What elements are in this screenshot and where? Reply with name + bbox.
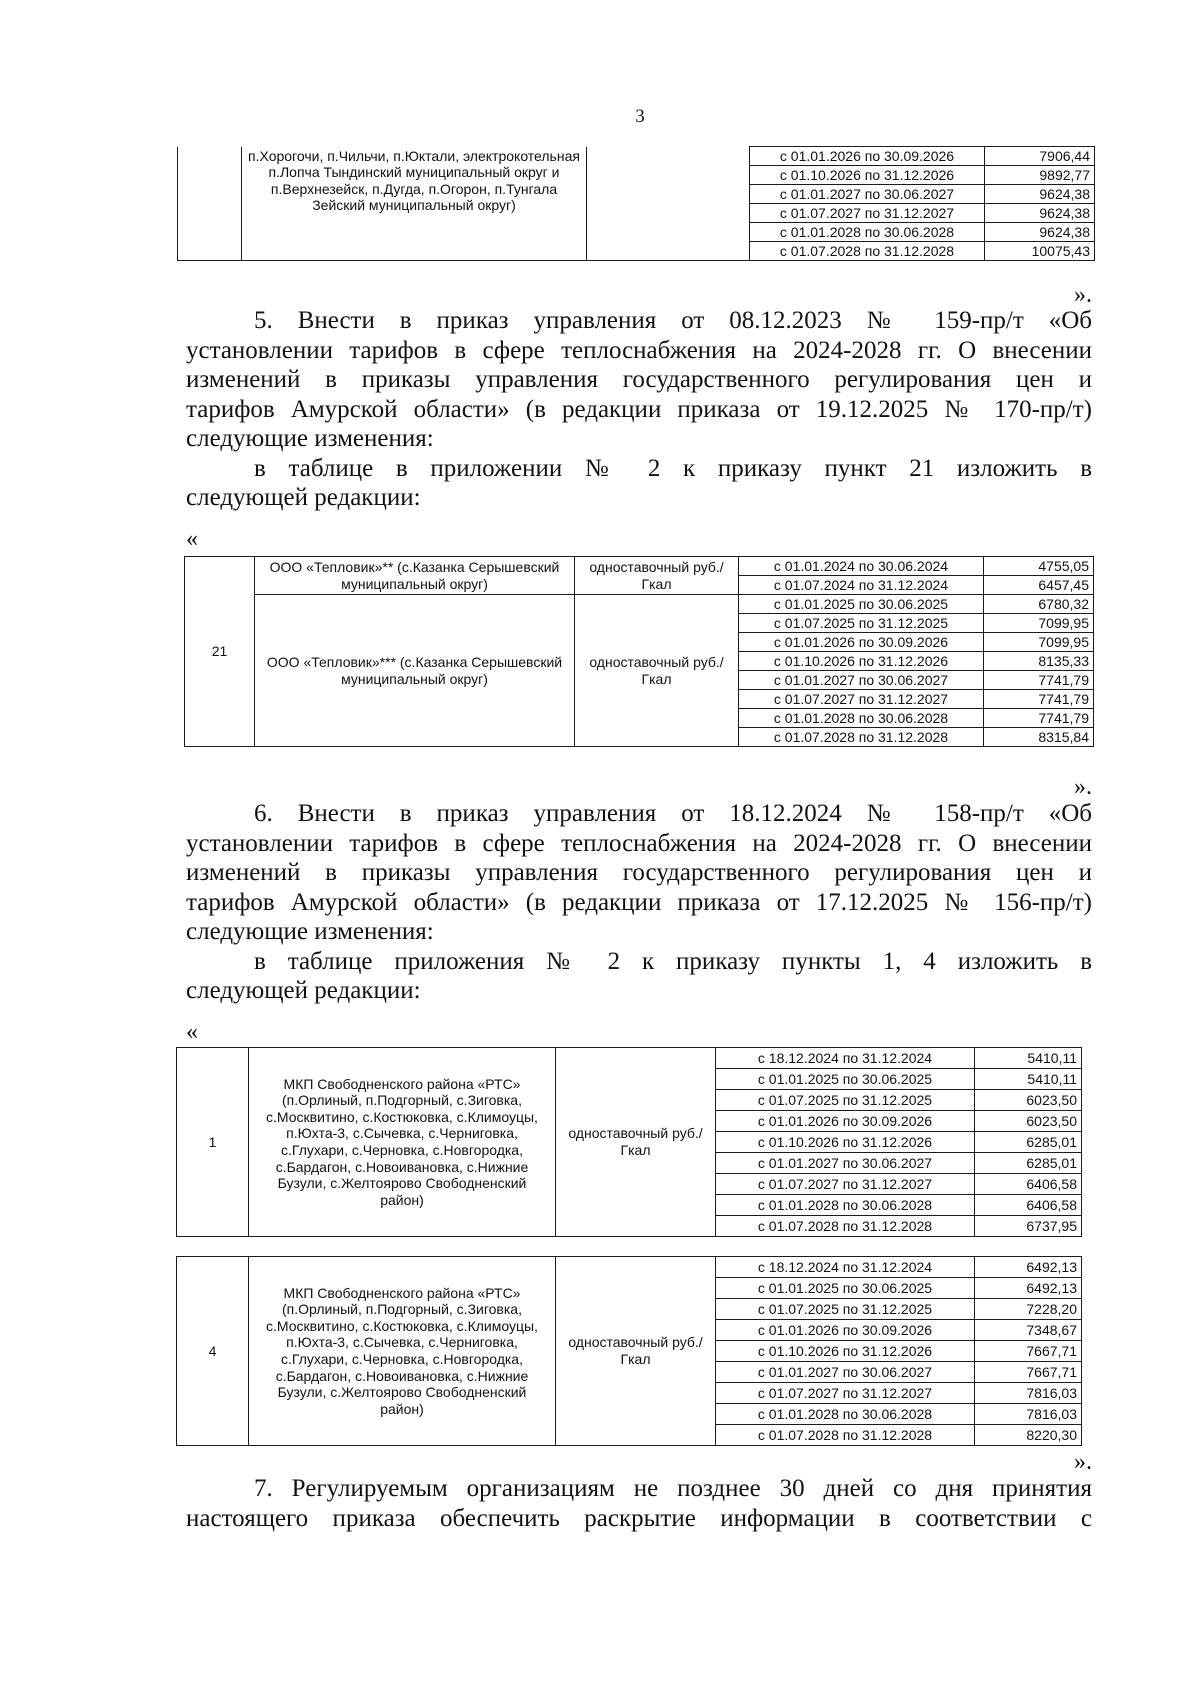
section-5-line: следующей редакции: xyxy=(186,484,421,511)
period-cell: с 01.10.2026 по 31.12.2026 xyxy=(750,166,985,185)
period-cell: с 01.10.2026 по 31.12.2026 xyxy=(716,1132,975,1153)
period-cell: с 01.01.2028 по 30.06.2028 xyxy=(739,709,984,728)
section-7-line: 7. Регулируемым организациям не позднее 30 дней со дня принятия xyxy=(254,1475,1092,1502)
tariff-type-cell: одноставочный руб./Гкал xyxy=(575,595,739,747)
value-cell: 7348,67 xyxy=(975,1320,1082,1341)
period-cell: с 01.01.2024 по 30.06.2024 xyxy=(739,557,984,576)
tariff-type-cell xyxy=(587,147,750,261)
section-5-line: изменений в приказы управления государственного регулирования цен и xyxy=(186,366,1092,393)
period-cell: с 01.07.2024 по 31.12.2024 xyxy=(739,576,984,595)
period-cell: с 01.01.2028 по 30.06.2028 xyxy=(716,1195,975,1216)
value-cell: 7816,03 xyxy=(975,1383,1082,1404)
value-cell: 7816,03 xyxy=(975,1404,1082,1425)
value-cell: 6492,13 xyxy=(975,1278,1082,1299)
organization-cell: п.Хорогочи, п.Чильчи, п.Юктали, электрокотельная п.Лопча Тындинский муниципальный округ и п.Верхнезейск, п.Дугда, п.Огорон, п.Тунгала Зейский муниципальный округ) xyxy=(242,147,587,261)
value-cell: 5410,11 xyxy=(975,1069,1082,1090)
value-cell: 6285,01 xyxy=(975,1132,1082,1153)
value-cell: 6780,32 xyxy=(984,595,1094,614)
period-cell: с 01.10.2026 по 31.12.2026 xyxy=(739,652,984,671)
period-cell: с 01.07.2027 по 31.12.2027 xyxy=(716,1383,975,1404)
section-5-line: следующие изменения: xyxy=(186,425,434,452)
value-cell: 6406,58 xyxy=(975,1195,1082,1216)
tariff-table-item-21 xyxy=(184,556,1094,747)
period-cell: с 01.01.2026 по 30.09.2026 xyxy=(750,147,985,166)
value-cell: 6023,50 xyxy=(975,1111,1082,1132)
period-cell: с 01.01.2028 по 30.06.2028 xyxy=(750,223,985,242)
period-cell: с 01.01.2026 по 30.09.2026 xyxy=(716,1111,975,1132)
value-cell: 7099,95 xyxy=(984,633,1094,652)
tariff-table-item-4 xyxy=(176,1256,1082,1446)
section-6-line: в таблице приложения № 2 к приказу пункты 1, 4 изложить в xyxy=(254,947,1092,975)
tariff-table-item-1 xyxy=(176,1047,1082,1237)
organization-cell: МКП Свободненского района «РТС» (п.Орлиный, п.Подгорный, с.Зиговка, с.Москвитино, с.Костюковка, с.Климоуцы, п.Юхта-3, с.Сычевка, с.Черниговка, с.Глухари, с.Черновка, с.Новгородка, с.Бардагон, с.Новоивановка, с.Нижние Бузули, с.Желтоярово Свободненский район) xyxy=(249,1257,556,1446)
value-cell: 6492,13 xyxy=(975,1257,1082,1278)
tariff-type-cell: одноставочный руб./Гкал xyxy=(575,557,739,595)
tariff-table-continued xyxy=(177,146,1095,261)
value-cell: 6457,45 xyxy=(984,576,1094,595)
table1-body xyxy=(185,557,1094,747)
value-cell: 8315,84 xyxy=(984,728,1094,747)
open-quote: « xyxy=(186,526,198,552)
section-6-line: следующие изменения: xyxy=(186,918,434,945)
period-cell: с 01.07.2025 по 31.12.2025 xyxy=(716,1299,975,1320)
section-7-paragraph xyxy=(186,1474,1092,1533)
value-cell: 9624,38 xyxy=(985,223,1095,242)
value-cell: 6023,50 xyxy=(975,1090,1082,1111)
period-cell: с 01.01.2027 по 30.06.2027 xyxy=(739,671,984,690)
table3-body xyxy=(177,1257,1082,1446)
value-cell: 9892,77 xyxy=(985,166,1095,185)
period-cell: с 01.07.2028 по 31.12.2028 xyxy=(750,242,985,261)
organization-cell: ООО «Тепловик»*** (с.Казанка Серышевский муниципальный округ) xyxy=(255,595,575,747)
section-5-line: в таблице в приложении № 2 к приказу пункт 21 изложить в xyxy=(254,454,1092,482)
value-cell: 7667,71 xyxy=(975,1362,1082,1383)
section-7-line: настоящего приказа обеспечить раскрытие информации в соответствии с xyxy=(186,1504,1092,1532)
period-cell: с 01.07.2028 по 31.12.2028 xyxy=(716,1216,975,1237)
value-cell: 6406,58 xyxy=(975,1174,1082,1195)
period-cell: с 01.01.2026 по 30.09.2026 xyxy=(716,1320,975,1341)
value-cell: 9624,38 xyxy=(985,185,1095,204)
section-6-paragraph xyxy=(186,799,1092,1006)
period-cell: с 01.01.2027 по 30.06.2027 xyxy=(716,1153,975,1174)
period-cell: с 01.07.2027 по 31.12.2027 xyxy=(750,204,985,223)
value-cell: 7667,71 xyxy=(975,1341,1082,1362)
open-quote: « xyxy=(186,1019,198,1045)
period-cell: с 01.01.2025 по 30.06.2025 xyxy=(739,595,984,614)
organization-cell: ООО «Тепловик»** (с.Казанка Серышевский муниципальный округ) xyxy=(255,557,575,595)
section-5-line: установлении тарифов в сфере теплоснабжения на 2024-2028 гг. О внесении xyxy=(186,336,1092,364)
period-cell: с 01.01.2025 по 30.06.2025 xyxy=(716,1278,975,1299)
period-cell: с 01.07.2025 по 31.12.2025 xyxy=(739,614,984,633)
period-cell: с 01.07.2028 по 31.12.2028 xyxy=(739,728,984,747)
row-number-cell: 4 xyxy=(177,1257,249,1446)
value-cell: 6737,95 xyxy=(975,1216,1082,1237)
value-cell: 6285,01 xyxy=(975,1153,1082,1174)
value-cell: 7741,79 xyxy=(984,709,1094,728)
value-cell: 7741,79 xyxy=(984,690,1094,709)
period-cell: с 01.10.2026 по 31.12.2026 xyxy=(716,1341,975,1362)
row-number-cell: 1 xyxy=(177,1048,249,1237)
value-cell: 7741,79 xyxy=(984,671,1094,690)
close-quote: ». xyxy=(1074,1449,1092,1475)
section-6-line: следующей редакции: xyxy=(186,977,421,1004)
value-cell: 7099,95 xyxy=(984,614,1094,633)
period-cell: с 18.12.2024 по 31.12.2024 xyxy=(716,1257,975,1278)
value-cell: 8220,30 xyxy=(975,1425,1082,1446)
period-cell: с 01.07.2028 по 31.12.2028 xyxy=(716,1425,975,1446)
period-cell: с 01.01.2026 по 30.09.2026 xyxy=(739,633,984,652)
section-5-paragraph xyxy=(186,306,1092,513)
period-cell: с 01.07.2025 по 31.12.2025 xyxy=(716,1090,975,1111)
value-cell: 9624,38 xyxy=(985,204,1095,223)
close-quote: ». xyxy=(1074,774,1092,800)
section-6-line: 6. Внести в приказ управления от 18.12.2024 № 158-пр/т «Об xyxy=(254,800,1092,827)
period-cell: с 01.01.2025 по 30.06.2025 xyxy=(716,1069,975,1090)
table0-body xyxy=(178,147,1095,261)
period-cell: с 01.07.2027 по 31.12.2027 xyxy=(716,1174,975,1195)
section-5-line: тарифов Амурской области» (в редакции приказа от 19.12.2025 № 170-пр/т) xyxy=(186,395,1092,423)
value-cell: 10075,43 xyxy=(985,242,1095,261)
page-number: 3 xyxy=(635,106,645,127)
period-cell: с 01.01.2027 по 30.06.2027 xyxy=(716,1362,975,1383)
tariff-type-cell: одноставочный руб./Гкал xyxy=(556,1048,716,1237)
value-cell: 8135,33 xyxy=(984,652,1094,671)
section-6-line: тарифов Амурской области» (в редакции приказа от 17.12.2025 № 156-пр/т) xyxy=(186,888,1092,916)
section-6-line: установлении тарифов в сфере теплоснабжения на 2024-2028 гг. О внесении xyxy=(186,829,1092,857)
value-cell: 4755,05 xyxy=(984,557,1094,576)
organization-cell: МКП Свободненского района «РТС» (п.Орлиный, п.Подгорный, с.Зиговка, с.Москвитино, с.Костюковка, с.Климоуцы, п.Юхта-3, с.Сычевка, с.Черниговка, с.Глухари, с.Черновка, с.Новгородка, с.Бардагон, с.Новоивановка, с.Нижние Бузули, с.Желтоярово Свободненский район) xyxy=(249,1048,556,1237)
period-cell: с 01.01.2027 по 30.06.2027 xyxy=(750,185,985,204)
table2-body xyxy=(177,1048,1082,1237)
row-number-cell: 21 xyxy=(185,557,255,747)
tariff-type-cell: одноставочный руб./Гкал xyxy=(556,1257,716,1446)
value-cell: 7228,20 xyxy=(975,1299,1082,1320)
period-cell: с 01.01.2028 по 30.06.2028 xyxy=(716,1404,975,1425)
section-5-line: 5. Внести в приказ управления от 08.12.2023 № 159-пр/т «Об xyxy=(254,307,1092,334)
section-6-line: изменений в приказы управления государственного регулирования цен и xyxy=(186,859,1092,886)
value-cell: 7906,44 xyxy=(985,147,1095,166)
row-number-cell xyxy=(178,147,242,261)
value-cell: 5410,11 xyxy=(975,1048,1082,1069)
close-quote: ». xyxy=(1074,282,1092,308)
period-cell: с 18.12.2024 по 31.12.2024 xyxy=(716,1048,975,1069)
period-cell: с 01.07.2027 по 31.12.2027 xyxy=(739,690,984,709)
